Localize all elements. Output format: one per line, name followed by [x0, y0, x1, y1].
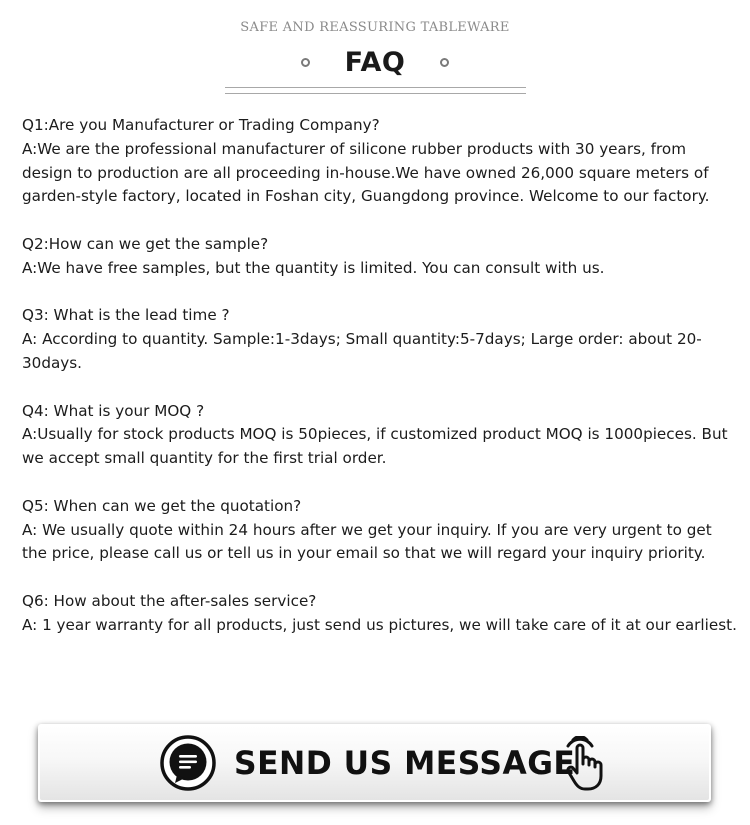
- faq-question: Q2:How can we get the sample?: [22, 234, 269, 253]
- divider: [225, 87, 526, 88]
- chat-bubble-icon: [160, 735, 216, 791]
- faq-list: [22, 114, 740, 661]
- faq-question: Q4: What is your MOQ ?: [22, 401, 205, 420]
- faq-item-5: [22, 495, 740, 566]
- faq-answer: A: According to quantity. Sample:1-3days; Small quantity:5-7days; Large order: about 20-30days.: [22, 330, 702, 372]
- faq-question: Q3: What is the lead time ?: [22, 306, 230, 325]
- faq-item-3: [22, 304, 740, 375]
- page-title: FAQ: [344, 46, 406, 78]
- faq-answer: A:Usually for stock products MOQ is 50pieces, if customized product MOQ is 1000pieces. But we accept small quantity for the first trial order.: [22, 425, 728, 468]
- ring-ornament-icon: [301, 58, 310, 67]
- tagline: SAFE AND REASSURING TABLEWARE: [240, 20, 510, 35]
- send-message-label: SEND US MESSAGE: [234, 744, 576, 782]
- faq-answer: A: We usually quote within 24 hours after we get your inquiry. If you are very urgent to get the price, please call us or tell us in your email so that we will regard your inquiry priority.: [22, 520, 712, 563]
- faq-item-4: [22, 400, 740, 471]
- pointing-hand-icon: [564, 736, 612, 792]
- faq-question: Q5: When can we get the quotation?: [22, 496, 302, 515]
- faq-item-2: [22, 233, 740, 281]
- faq-question: Q6: How about the after-sales service?: [22, 591, 317, 610]
- faq-answer: A:We have free samples, but the quantity is limited. You can consult with us.: [22, 258, 605, 277]
- faq-item-6: [22, 590, 740, 638]
- send-message-button[interactable]: [40, 726, 709, 800]
- faq-item-1: [22, 114, 740, 209]
- faq-answer: A:We are the professional manufacturer of silicone rubber products with 30 years, from design to production are all proceeding in-house.We have owned 26,000 square meters of garden-style factory, located in Foshan city, Guangdong province. Welcome to our factory.: [22, 139, 710, 206]
- faq-title-row: [0, 42, 750, 82]
- faq-answer: A: 1 year warranty for all products, just send us pictures, we will take care of it at our earliest.: [22, 615, 737, 634]
- divider: [225, 93, 526, 94]
- ring-ornament-icon: [440, 58, 449, 67]
- faq-question: Q1:Are you Manufacturer or Trading Company?: [22, 116, 380, 134]
- faq-header: [0, 0, 750, 100]
